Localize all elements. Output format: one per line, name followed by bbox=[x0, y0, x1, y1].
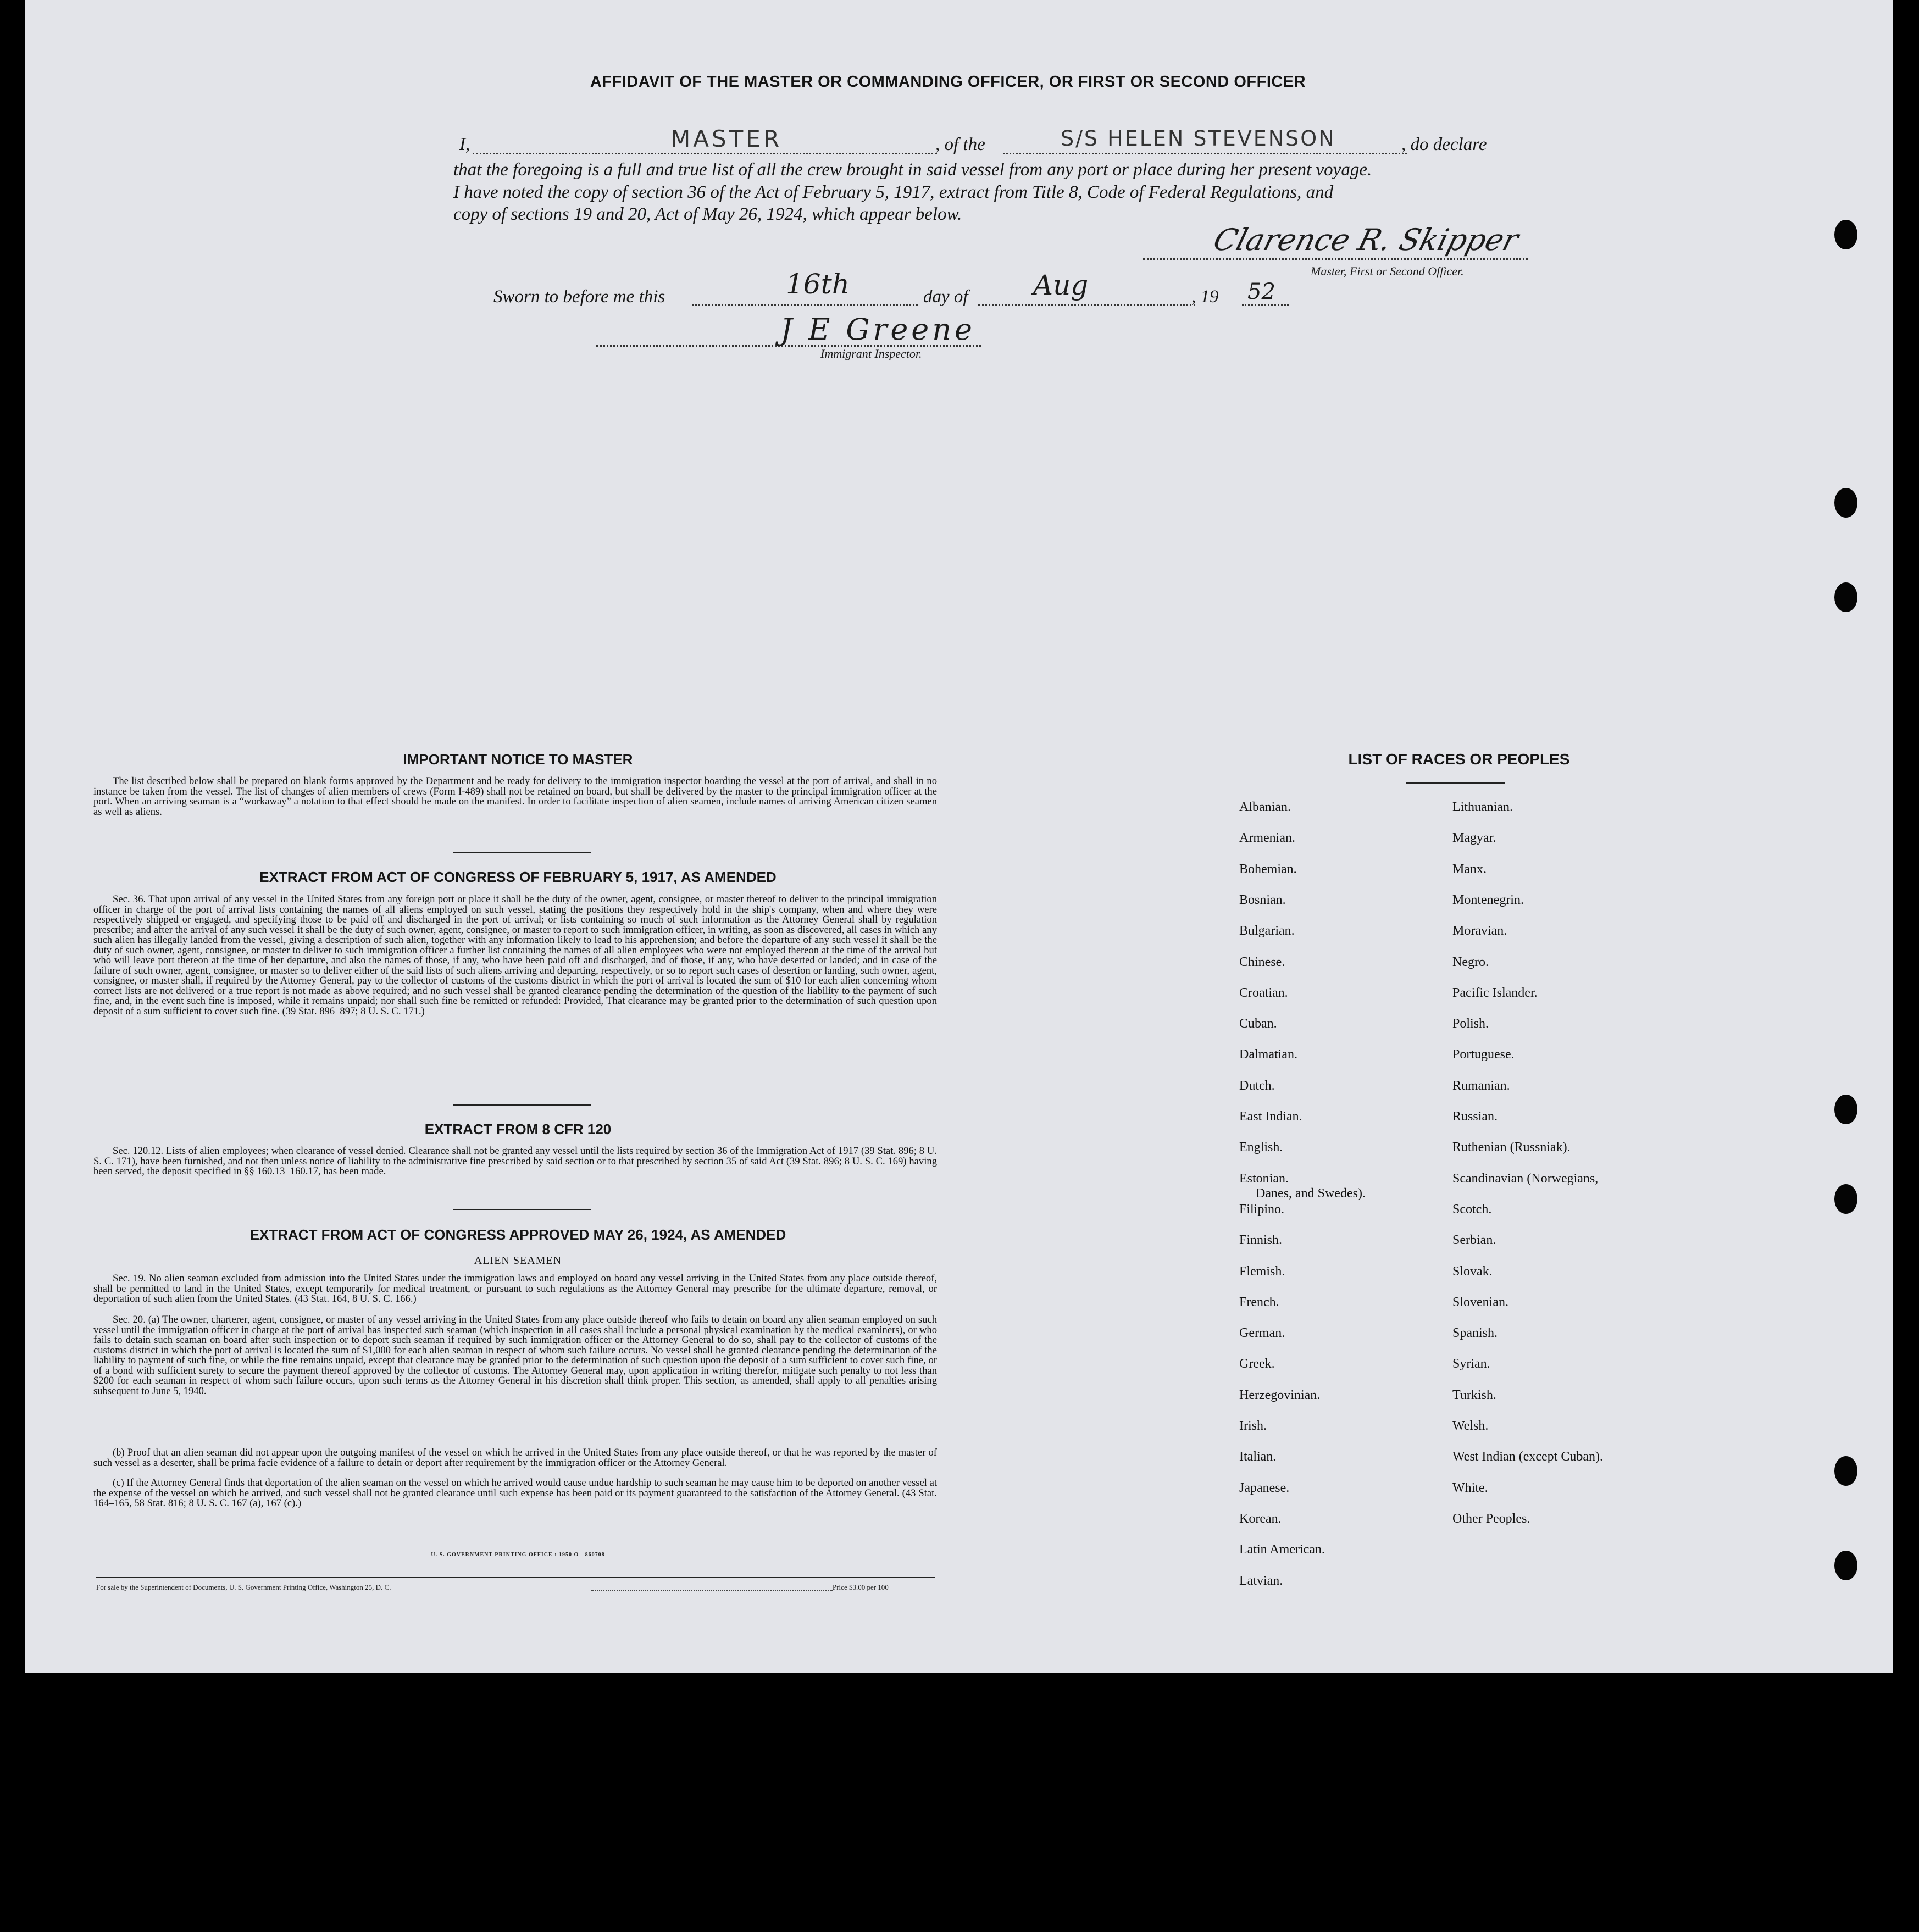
extract-1917-title: EXTRACT FROM ACT OF CONGRESS OF FEBRUARY 5, 1917, AS AMENDED bbox=[259, 869, 777, 885]
extract-1917-body: Sec. 36. That upon arrival of any vessel in the United States from any foreign port or place it shall be the duty of the owner, agent, consignee, or master thereof to deliver to the principal immigration officer in charge of the port of arrival lists containing the names of all aliens employed on such vessel, stating the positions they respectively hold in the ship's company, when and where they were respectively shipped or engaged, and specifying those to be paid off and discharged in the port of arrival; or lists containing so much of such information as the Attorney General shall by regulation prescribe; and after the arrival of any such vessel it shall be the duty of such owner, agent, consignee, or master to report to such immigration officer, in writing, as soon as discovered, all cases in which any such alien has illegally landed from the vessel, giving a description of such alien, together with any information likely to lead to his apprehension; and before the departure of any such vessel it shall be the duty of such owner, agent, consignee, or master to deliver to such immigration officer a further list containing the names of all alien employees who were not employed thereon at the time of the arrival but who will leave port thereon at the time of her departure, and also the names of those, if any, who have been paid off and discharged, and of those, if any, who have deserted or landed; and in case of the failure of such owner, agent, consignee, or master so to deliver either of the said lists of such aliens arriving and departing, respectively, or so to report such cases of desertion or landing, such owner, agent, consignee, or master shall, if required by the Attorney General, pay to the collector of customs of the customs district in which the port of arrival is located the sum of $10 for each alien concerning whom correct lists are not delivered or a true report is not made as above required; and no such vessel shall be granted clearance pending the determination of the question of the liability to the payment of such fine, and, in the event such fine is imposed, while it remains unpaid; nor shall such fine be remitted or refunded: Provided, That clearance may be granted prior to the determination of such question upon deposit of a sum sufficient to cover such fine. (39 Stat. 896–897; 8 U. S. C. 171.) bbox=[93, 893, 937, 1017]
punch-hole bbox=[1834, 488, 1857, 518]
race-item: Syrian. bbox=[1452, 1357, 1490, 1372]
race-item: Welsh. bbox=[1452, 1419, 1489, 1433]
race-item: Russian. bbox=[1452, 1109, 1498, 1124]
race-item: Portuguese. bbox=[1452, 1047, 1515, 1062]
race-item: Dalmatian. bbox=[1239, 1047, 1297, 1062]
inspector-caption: Immigrant Inspector. bbox=[820, 347, 922, 360]
races-title: LIST OF RACES OR PEOPLES bbox=[1348, 751, 1570, 768]
affidavit-title: AFFIDAVIT OF THE MASTER OR COMMANDING OFFICER, OR FIRST OR SECOND OFFICER bbox=[590, 73, 1306, 91]
race-item: Polish. bbox=[1452, 1017, 1489, 1031]
race-item: Bulgarian. bbox=[1239, 924, 1295, 939]
master-dotline bbox=[473, 153, 937, 154]
race-item: Greek. bbox=[1239, 1357, 1275, 1372]
race-item: Pacific Islander. bbox=[1452, 985, 1538, 1000]
race-item: Serbian. bbox=[1452, 1233, 1496, 1248]
inspector-signature: J E Greene bbox=[780, 312, 975, 347]
vessel-handwritten: S/S HELEN STEVENSON bbox=[1061, 126, 1336, 151]
day-dotline bbox=[692, 304, 918, 306]
race-item: Manx. bbox=[1452, 862, 1487, 876]
race-item: Irish. bbox=[1239, 1419, 1267, 1433]
month-dotline bbox=[978, 304, 1195, 306]
race-item: Korean. bbox=[1239, 1511, 1282, 1526]
declaration-line-4: copy of sections 19 and 20, Act of May 26, 1924, which appear below. bbox=[453, 204, 962, 224]
race-item: English. bbox=[1239, 1140, 1283, 1155]
race-item: Bohemian. bbox=[1239, 862, 1297, 876]
of-the-label: , of the bbox=[935, 135, 985, 154]
punch-hole bbox=[1834, 220, 1857, 249]
notice-body: The list described below shall be prepared on blank forms approved by the Department and be ready for delivery to the immigration inspector boarding the vessel at the port of arrival, and shall in no instance be taken from the vessel. The list of changes of alien members of crews (Form I-489) shall not be retained on board, but shall be delivered by the master to the principal immigration officer at the port. When an arriving seaman is a “workaway” a notation to that effect should be made on the manifest. In order to facilitate inspection of alien seamen, include names of arriving American citizen seamen as well as aliens. bbox=[93, 775, 937, 818]
race-item: White. bbox=[1452, 1480, 1488, 1495]
race-item: Montenegrin. bbox=[1452, 892, 1524, 907]
race-item: Turkish. bbox=[1452, 1387, 1496, 1402]
master-signature-line bbox=[1143, 258, 1528, 260]
i-label: I, bbox=[459, 135, 470, 154]
sec-20b-body: (b) Proof that an alien seaman did not appear upon the outgoing manifest of the vessel on which he arrived in the United States from any place outside thereof, or that he was reported by the master of such vessel as a deserter, shall be prima facie evidence of a failure to detain or deport after requirement by the immigration officer or the Attorney General. bbox=[93, 1447, 937, 1469]
race-item: Rumanian. bbox=[1452, 1078, 1510, 1093]
alien-seamen-subtitle: ALIEN SEAMEN bbox=[474, 1254, 562, 1267]
divider-1 bbox=[453, 852, 591, 853]
race-item: Croatian. bbox=[1239, 985, 1288, 1000]
sec-20a-body: Sec. 20. (a) The owner, charterer, agent, consignee, or master of any vessel arriving in the United States from any place outside thereof who fails to detain on board any alien seaman employed on such vessel until the immigration officer in charge at the port of arrival has inspected such seaman (which inspection in all cases shall include a personal physical examination by the medical examiners), or who fails to detain such seaman on board after such inspection or to deport such seaman if required by such immigration officer or the Attorney General to do so, shall pay to the collector of customs of the customs district in which the port of arrival is located the sum of $1,000 for each alien seaman in respect of whom such failure occurs. No vessel shall be granted clearance pending the determination of the liability to payment of such fine, or while the fine remains unpaid, except that clearance may be granted prior to the determination of such question upon the deposit of a sum sufficient to cover such fine, or of a bond with sufficient surety to secure the payment thereof approved by the collector of customs. The Attorney General may, upon application in writing therefor, mitigate such penalty to not less than $200 for each seaman in respect of whom such failure occurs, upon such terms as the Attorney General in his discretion shall think proper. This section, as amended, shall apply to all penalties arising subsequent to June 5, 1940. bbox=[93, 1314, 937, 1397]
declare-label: , do declare bbox=[1401, 135, 1487, 154]
divider-2 bbox=[453, 1104, 591, 1106]
notice-title: IMPORTANT NOTICE TO MASTER bbox=[403, 751, 633, 768]
race-item: Spanish. bbox=[1452, 1326, 1498, 1341]
race-item: Lithuanian. bbox=[1452, 800, 1513, 814]
sec-19-body: Sec. 19. No alien seaman excluded from admission into the United States under the immigration laws and employed on board any vessel arriving in the United States from any place outside thereof, shall be permitted to land in the United States, except temporarily for medical treatment, or pursuant to such regulations as the Attorney General may prescribe for the ultimate departure, removal, or deportation of such alien from the United States. (43 Stat. 164, 8 U. S. C. 166.) bbox=[93, 1273, 937, 1304]
punch-hole bbox=[1834, 1551, 1857, 1580]
races-divider bbox=[1406, 782, 1505, 784]
race-item: Chinese. bbox=[1239, 954, 1285, 969]
declaration-line-2: that the foregoing is a full and true list of all the crew brought in said vessel from any port or place during her present voyage. bbox=[453, 160, 1372, 180]
race-item: Dutch. bbox=[1239, 1078, 1275, 1093]
race-item: Estonian. bbox=[1239, 1171, 1289, 1186]
race-item: East Indian. bbox=[1239, 1109, 1302, 1124]
year-label: , 19 bbox=[1191, 287, 1219, 307]
footer-dot-leader bbox=[591, 1590, 833, 1591]
footer-sale-note: For sale by the Superintendent of Documents, U. S. Government Printing Office, Washington 25, D. C. bbox=[96, 1583, 391, 1591]
race-item: Latvian. bbox=[1239, 1573, 1283, 1588]
race-item: Slovak. bbox=[1452, 1264, 1493, 1279]
vessel-dotline bbox=[1003, 153, 1407, 154]
day-handwritten: 16th bbox=[786, 268, 850, 300]
extract-cfr-body: Sec. 120.12. Lists of alien employees; when clearance of vessel denied. Clearance shall not be granted any vessel until the lists required by section 36 of the Immigration Act of 1917 (39 Stat. 896; 8 U. S. C. 171), have been furnished, and not then unless notice of liability to the administrative fine prescribed by said section or to that prescribed by section 35 of said Act (39 Stat. 896; 8 U. S. C. 169) having been served, the deposit specified in §§ 160.13–160.17, has been made. bbox=[93, 1145, 937, 1177]
race-item: Filipino. bbox=[1239, 1202, 1285, 1217]
race-item: Italian. bbox=[1239, 1450, 1277, 1464]
race-item: Slovenian. bbox=[1452, 1295, 1508, 1309]
extract-1924-title: EXTRACT FROM ACT OF CONGRESS APPROVED MAY 26, 1924, AS AMENDED bbox=[249, 1226, 786, 1243]
race-item: Japanese. bbox=[1239, 1480, 1290, 1495]
race-item: Latin American. bbox=[1239, 1542, 1325, 1557]
master-signature-caption: Master, First or Second Officer. bbox=[1311, 264, 1464, 278]
manifest-page bbox=[25, 0, 1893, 1673]
master-signature: Clarence R. Skipper bbox=[1210, 223, 1523, 257]
sec-20c-body: (c) If the Attorney General finds that deportation of the alien seaman on the vessel on which he arrived would cause undue hardship to such seaman he may cause him to be deported on another vessel at the expense of the vessel on which he arrived, and such vessel shall not be granted clearance until such expense has been paid or its payment guaranteed to the satisfaction of the Attorney General. (43 Stat. 164–165, 58 Stat. 816; 8 U. S. C. 167 (a), 167 (c).) bbox=[93, 1477, 937, 1509]
punch-hole bbox=[1834, 1184, 1857, 1214]
race-item: German. bbox=[1239, 1326, 1285, 1341]
divider-3 bbox=[453, 1209, 591, 1210]
race-item: Scotch. bbox=[1452, 1202, 1492, 1217]
race-item: Bosnian. bbox=[1239, 892, 1286, 907]
race-item: Other Peoples. bbox=[1452, 1511, 1530, 1526]
race-item: West Indian (except Cuban). bbox=[1452, 1450, 1603, 1464]
extract-cfr-title: EXTRACT FROM 8 CFR 120 bbox=[424, 1121, 612, 1137]
declaration-line-3: I have noted the copy of section 36 of the Act of February 5, 1917, extract from Title 8, Code of Federal Regulations, and bbox=[453, 182, 1334, 202]
race-item: Albanian. bbox=[1239, 800, 1291, 814]
race-item: Magyar. bbox=[1452, 831, 1496, 846]
punch-hole bbox=[1834, 582, 1857, 612]
race-item: Moravian. bbox=[1452, 924, 1507, 939]
race-item: Danes, and Swedes). bbox=[1256, 1186, 1366, 1201]
race-item: Herzegovinian. bbox=[1239, 1387, 1321, 1402]
day-of-label: day of bbox=[923, 287, 968, 307]
month-handwritten: Aug bbox=[1033, 269, 1089, 301]
race-item: Scandinavian (Norwegians, bbox=[1452, 1171, 1599, 1186]
race-item: Negro. bbox=[1452, 954, 1489, 969]
race-item: French. bbox=[1239, 1295, 1279, 1309]
race-item: Flemish. bbox=[1239, 1264, 1285, 1279]
race-item: Armenian. bbox=[1239, 831, 1295, 846]
footer-rule bbox=[96, 1577, 935, 1578]
race-item: Finnish. bbox=[1239, 1233, 1283, 1248]
gpo-imprint: U. S. GOVERNMENT PRINTING OFFICE : 1950 O - 860708 bbox=[431, 1552, 605, 1558]
year-handwritten: 52 bbox=[1247, 279, 1275, 304]
master-handwritten: MASTER bbox=[670, 125, 783, 152]
race-item: Ruthenian (Russniak). bbox=[1452, 1140, 1571, 1155]
punch-hole bbox=[1834, 1095, 1857, 1124]
footer-price: Price $3.00 per 100 bbox=[833, 1583, 889, 1591]
punch-hole bbox=[1834, 1456, 1857, 1486]
race-item: Cuban. bbox=[1239, 1017, 1277, 1031]
sworn-label: Sworn to before me this bbox=[493, 287, 665, 307]
